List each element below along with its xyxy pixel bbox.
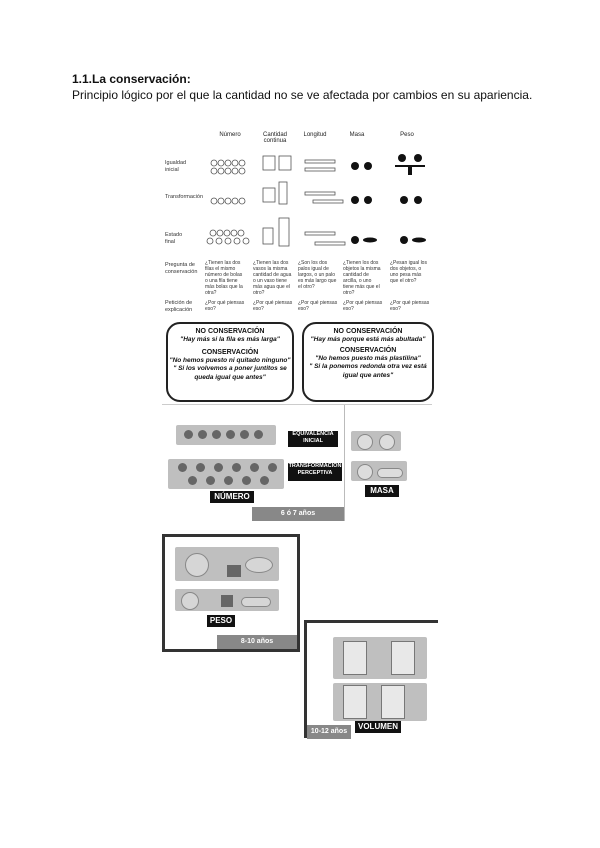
masa-box — [344, 405, 433, 521]
bubble-right-title-1: NO CONSERVACIÓN — [333, 328, 403, 335]
bubble-left-quote-1: "Hay más si la fila es más larga" — [180, 336, 280, 343]
tray-volumen-top — [333, 637, 427, 679]
panel-numero-masa — [162, 404, 432, 521]
bubble-right-quote-2: "No hemos puesto más plastilina" — [315, 354, 421, 362]
question-3: ¿Son los dos palos igual de largos, o un palo es más largo que el otro? — [298, 260, 337, 290]
transformacion-arrow: TRANSFORMACIÓN PERCEPTIVA — [288, 463, 342, 481]
col-cantidad: Cantidad continua — [262, 132, 288, 144]
col-peso: Peso — [400, 132, 414, 138]
peso-label: PESO — [207, 615, 235, 627]
followup-4: ¿Por qué piensas eso? — [343, 300, 383, 312]
row-pregunta: Pregunta de conservación — [165, 262, 198, 275]
section-heading: 1.1.La conservación: — [72, 72, 191, 86]
question-4: ¿Tienen los dos objetos la misma cantidad de arcilla, o uno tiene más que el otro? — [343, 260, 381, 296]
bubble-left-title-2: CONSERVACIÓN — [201, 348, 259, 356]
row-transformacion: Transformación — [165, 194, 204, 200]
bubble-left-title-1: NO CONSERVACIÓN — [195, 328, 265, 335]
volumen-label: VOLUMEN — [355, 721, 401, 733]
question-5: ¿Pesan igual los dos objetos, o uno pesa más que el otro? — [390, 260, 427, 284]
bubble-right-title-2: CONSERVACIÓN — [339, 346, 397, 354]
age-10-12: 10-12 años — [307, 725, 351, 739]
question-2: ¿Tienen las dos vasos la misma cantidad de agua o un vaso tiene más agua que el otro? — [253, 260, 292, 296]
panel-volumen — [304, 620, 438, 738]
followup-3: ¿Por qué piensas eso? — [298, 300, 338, 312]
col-longitud: Longitud — [303, 132, 327, 138]
bubble-left-quote-3: " Si los volvemos a poner juntitos se queda igual que antes" — [173, 365, 287, 381]
conservation-table — [165, 128, 435, 318]
question-1: ¿Tienen las dos filas el mismo número de bolas o una fila tiene más bolas que la otra? — [205, 260, 243, 296]
age-6-7: 6 ó 7 años — [252, 507, 344, 521]
row-igualdad: Igualdad inicial — [165, 160, 187, 173]
row-estado: Estado final — [165, 232, 183, 245]
tray-number-bottom — [168, 459, 284, 489]
followup-2: ¿Por qué piensas eso? — [253, 300, 293, 312]
section-subheading: Principio lógico por el que la cantidad no se ve afectada por cambios en su apariencia. — [72, 88, 533, 102]
col-masa: Masa — [349, 132, 365, 138]
tray-volumen-bottom — [333, 683, 427, 721]
panel-peso — [162, 534, 300, 652]
bubble-right — [302, 322, 434, 402]
col-numero: Número — [219, 132, 241, 138]
followup-1: ¿Por qué piensas eso? — [205, 300, 245, 312]
age-8-10: 8-10 años — [217, 635, 297, 649]
followup-5: ¿Por qué piensas eso? — [390, 300, 430, 312]
tray-peso-bottom — [175, 589, 279, 611]
bubble-left — [166, 322, 294, 402]
equivalencia-arrow: EQUIVALENCIA INICIAL — [288, 431, 338, 447]
row-peticion: Petición de explicación — [165, 300, 193, 313]
conservation-drawings — [205, 148, 435, 258]
bubble-left-quote-2: "No hemos puesto ni quitado ninguno" — [169, 356, 291, 364]
bubble-right-quote-3: " Si la ponemos redonda otra vez está igual que antes" — [309, 363, 427, 379]
bubble-right-quote-1: "Hay más porque está más abultada" — [310, 336, 426, 343]
masa-label: MASA — [365, 485, 399, 497]
tray-masa-top — [351, 431, 401, 451]
tray-peso-top — [175, 547, 279, 581]
numero-label: NÚMERO — [210, 491, 254, 503]
tray-masa-bottom — [351, 461, 407, 481]
tray-number-top — [176, 425, 276, 445]
